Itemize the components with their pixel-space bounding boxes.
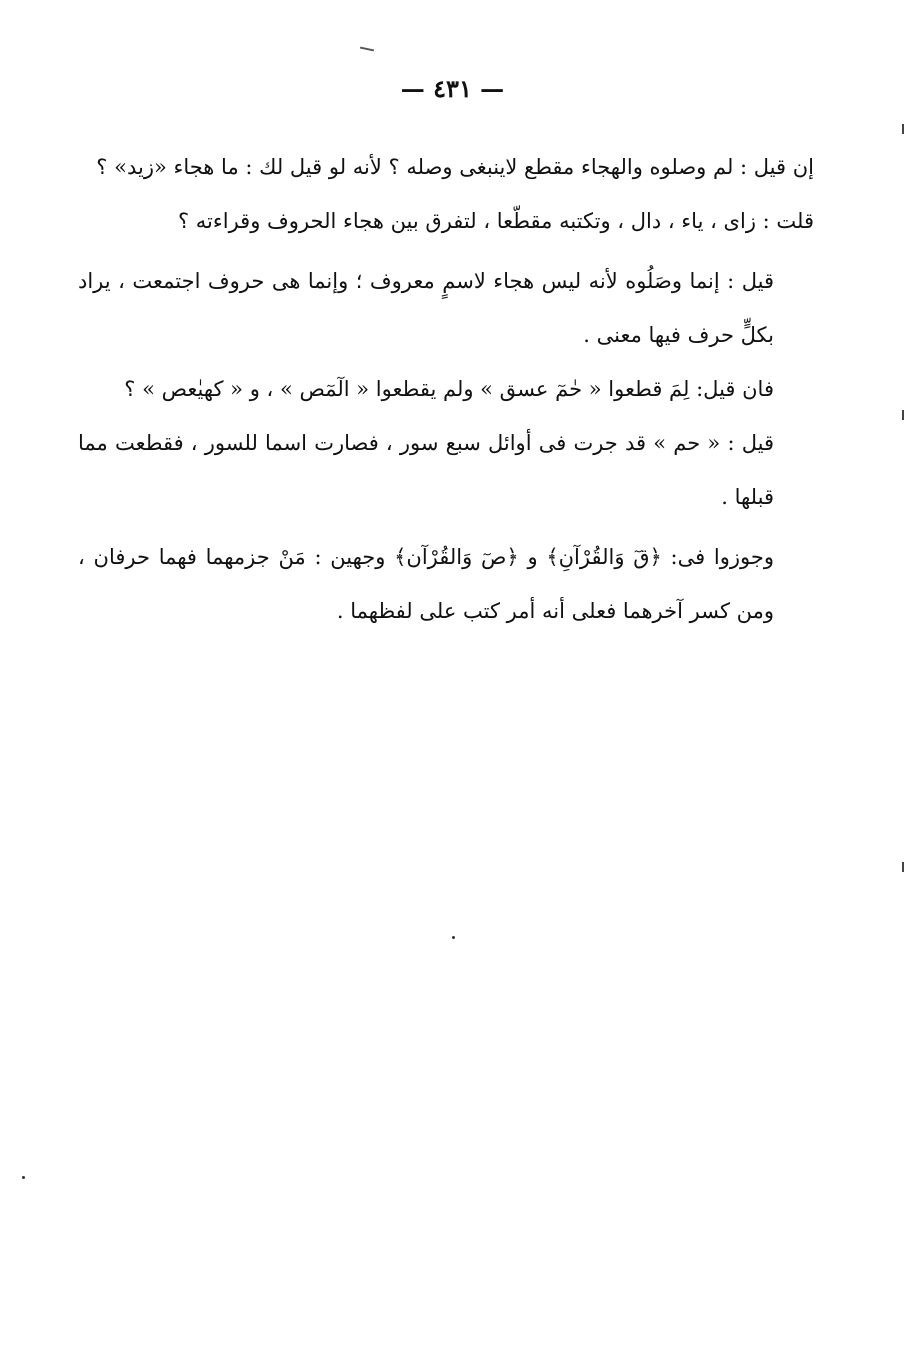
paragraph-qaf-sad: وجوزوا فى: ﴿قٓ وَالقُرْآنِ﴾ و ﴿صٓ وَالقُرْآن﴾ وجهين : مَنْ جزمهما فهما حرفان ، ومن كسر آخرهما فعلى أنه أمر كتب على لفظهما .: [78, 545, 774, 623]
speck: [22, 1176, 25, 1179]
paragraph-answer-joining: قيل : إنما وصَلُوه لأنه ليس هجاء لاسمٍ معروف ؛ وإنما هى حروف اجتمعت ، يراد بكلٍّ حرف فيها معنى .: [78, 269, 774, 347]
body-text: [78, 140, 814, 638]
page-number: — ٤٣١ —: [400, 74, 505, 103]
paragraph-question-joining: إن قيل : لم وصلوه والهجاء مقطع لاينبغى وصله ؟ لأنه لو قيل لك : ما هجاء «زيد» ؟: [96, 155, 814, 179]
scan-mark: [360, 47, 374, 52]
paragraph-spelling-zayd: قلت : زاى ، ياء ، دال ، وتكتبه مقطّعا ، لتفرق بين هجاء الحروف وقراءته ؟: [177, 209, 814, 233]
edge-mark-middle: [902, 410, 904, 420]
paragraph-question-separation: فان قيل: لِمَ قطعوا « حٰمٓ عسق » ولم يقطعوا « الٓمٓص » ، و « كهيٰعص » ؟: [124, 377, 774, 401]
speck: [452, 936, 455, 939]
edge-mark-top: [902, 124, 904, 134]
paragraph-answer-separation: قيل : « حم » قد جرت فى أوائل سبع سور ، فصارت اسما للسور ، فقطعت مما قبلها .: [78, 431, 774, 509]
edge-mark-bottom: [902, 862, 904, 872]
